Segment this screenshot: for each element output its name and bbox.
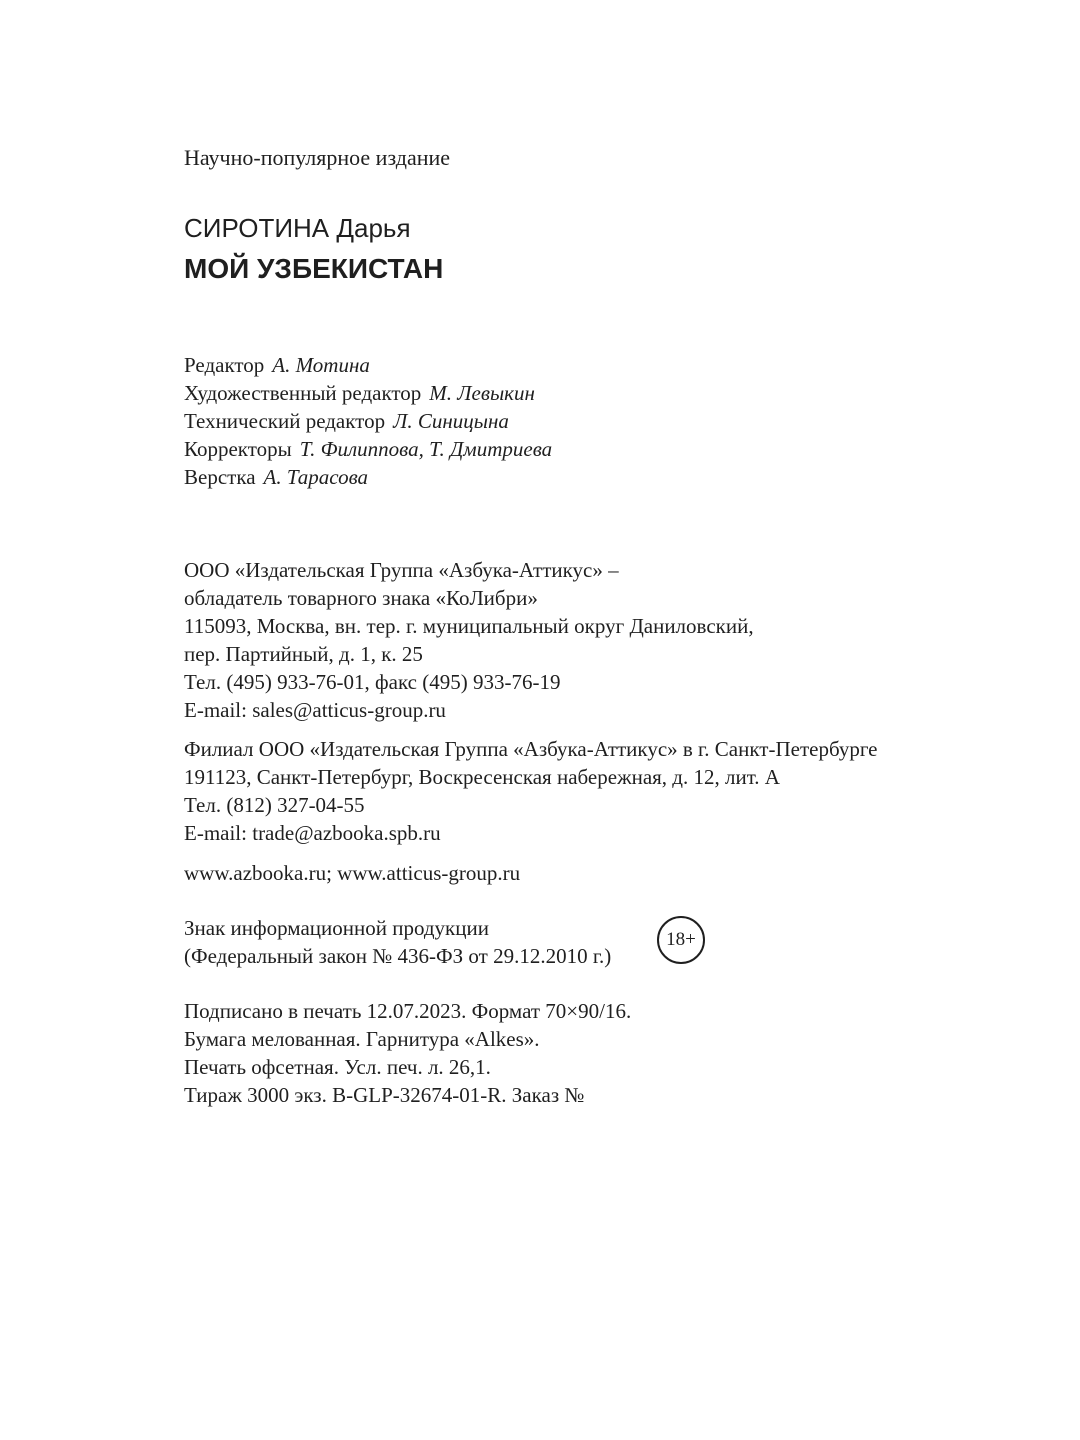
credit-person: Т. Филиппова, Т. Дмитриева bbox=[299, 437, 553, 461]
publisher-info bbox=[184, 556, 754, 724]
website-links: www.azbooka.ru; www.atticus-group.ru bbox=[184, 861, 521, 885]
publisher-phone: Тел. (495) 933-76-01, факс (495) 933-76-19 bbox=[184, 670, 561, 694]
print-detail-line: Подписано в печать 12.07.2023. Формат 70×90/16. bbox=[184, 999, 632, 1023]
print-detail-line: Бумага мелованная. Гарнитура «Alkes». bbox=[184, 1027, 540, 1051]
credits-list bbox=[184, 351, 552, 491]
publisher-address: пер. Партийный, д. 1, к. 25 bbox=[184, 642, 423, 666]
credit-person: Л. Синицына bbox=[393, 409, 509, 433]
author-name: СИРОТИНА Дарья bbox=[184, 213, 411, 243]
info-product-sign bbox=[184, 914, 611, 970]
credit-role: Верстка bbox=[184, 465, 256, 489]
credit-art-editor bbox=[184, 379, 552, 407]
credit-editor bbox=[184, 351, 552, 379]
credit-layout bbox=[184, 463, 552, 491]
credit-role: Редактор bbox=[184, 353, 265, 377]
edition-type: Научно-популярное издание bbox=[184, 145, 451, 170]
info-sign-line: Знак информационной продукции bbox=[184, 916, 489, 940]
book-title: МОЙ УЗБЕКИСТАН bbox=[184, 253, 444, 284]
print-details bbox=[184, 997, 631, 1109]
credit-technical-editor bbox=[184, 407, 552, 435]
credit-proofreaders bbox=[184, 435, 552, 463]
credit-person: А. Мотина bbox=[272, 353, 370, 377]
publisher-line: обладатель товарного знака «КоЛибри» bbox=[184, 586, 538, 610]
credit-person: М. Левыкин bbox=[429, 381, 535, 405]
print-detail-line: Тираж 3000 экз. В-GLP-32674-01-R. Заказ № bbox=[184, 1083, 585, 1107]
age-rating-badge: 18+ bbox=[657, 916, 705, 964]
credit-role: Художественный редактор bbox=[184, 381, 422, 405]
branch-email: E-mail: trade@azbooka.spb.ru bbox=[184, 821, 441, 845]
info-sign-line: (Федеральный закон № 436-ФЗ от 29.12.2010 г.) bbox=[184, 944, 612, 968]
branch-info bbox=[184, 735, 877, 847]
branch-address: 191123, Санкт-Петербург, Воскресенская набережная, д. 12, лит. А bbox=[184, 765, 780, 789]
publisher-address: 115093, Москва, вн. тер. г. муниципальный округ Даниловский, bbox=[184, 614, 754, 638]
print-detail-line: Печать офсетная. Усл. печ. л. 26,1. bbox=[184, 1055, 491, 1079]
credit-person: А. Тарасова bbox=[263, 465, 369, 489]
branch-name: Филиал ООО «Издательская Группа «Азбука-Аттикус» в г. Санкт-Петербурге bbox=[184, 737, 878, 761]
publisher-line: ООО «Издательская Группа «Азбука-Аттикус» – bbox=[184, 558, 619, 582]
branch-phone: Тел. (812) 327-04-55 bbox=[184, 793, 365, 817]
publisher-email: E-mail: sales@atticus-group.ru bbox=[184, 698, 446, 722]
credit-role: Технический редактор bbox=[184, 409, 386, 433]
credit-role: Корректоры bbox=[184, 437, 292, 461]
